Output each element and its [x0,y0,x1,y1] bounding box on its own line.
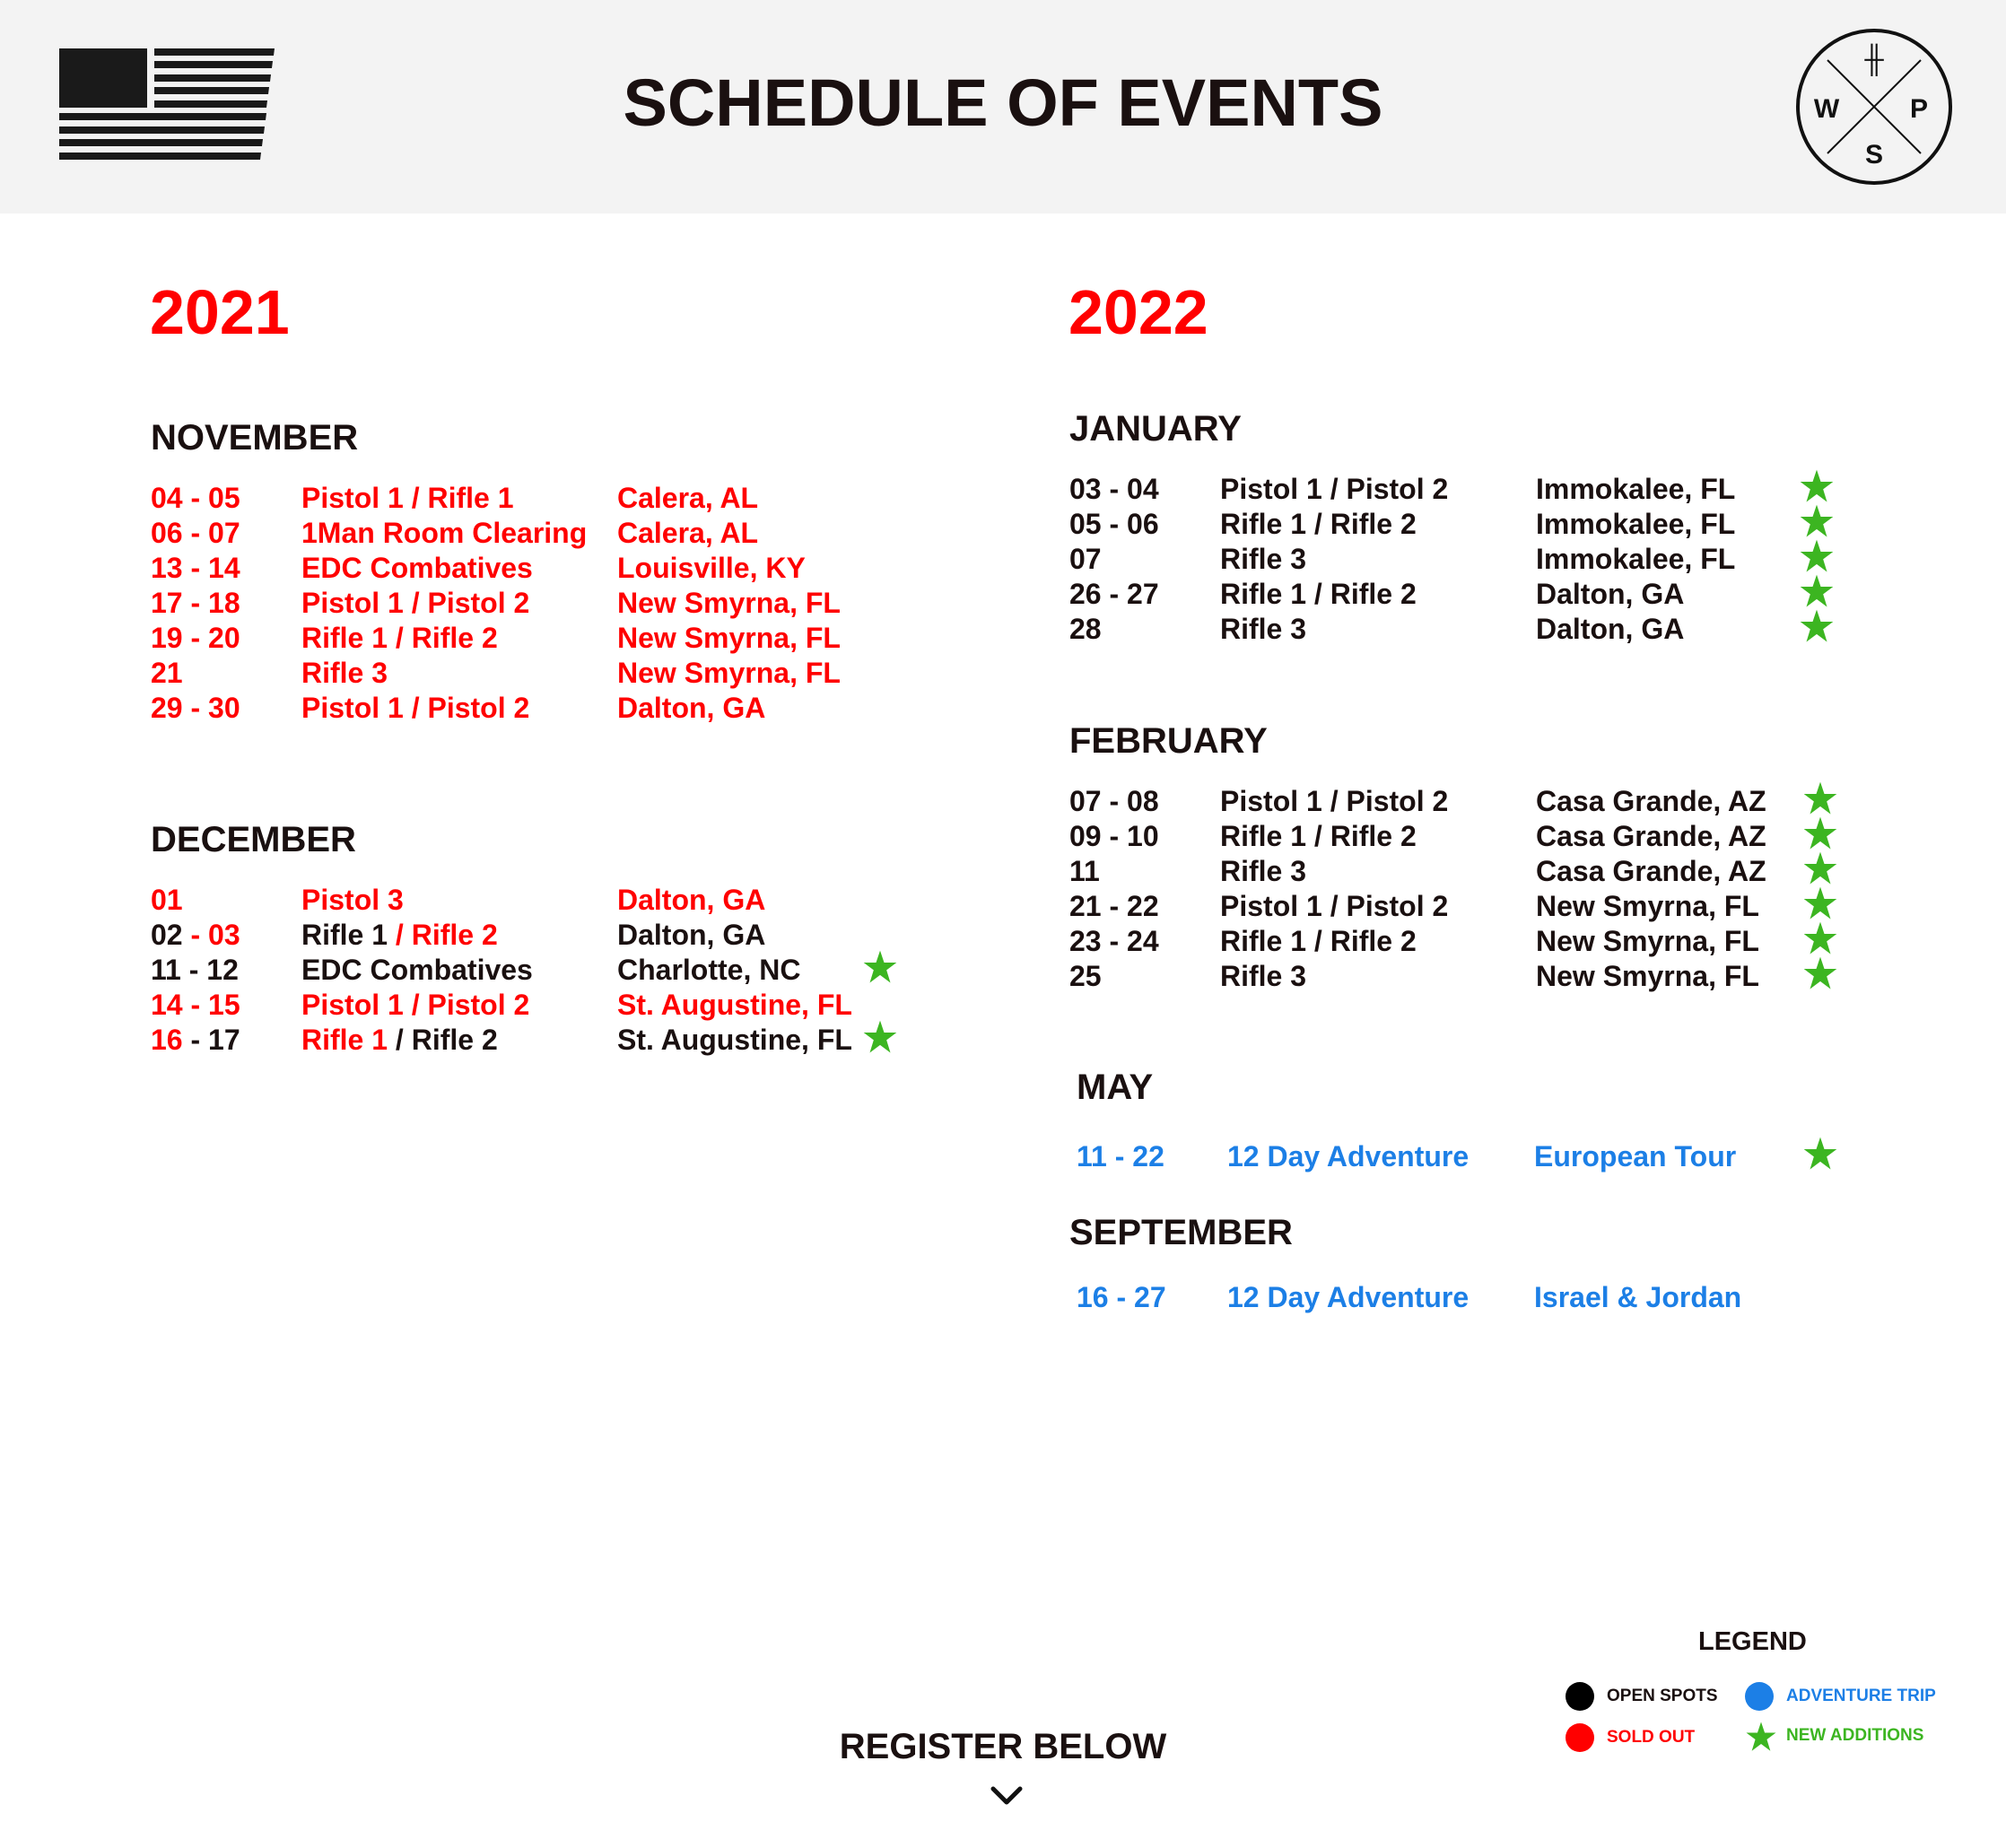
event-row [1069,924,1877,959]
event-dates: 23 - 24 [1069,925,1159,957]
event-dates: 11 - 12 [151,954,239,986]
event-row [151,883,958,918]
svg-text:P: P [1909,94,1929,124]
event-dates: 29 - 30 [151,692,240,724]
event-dates: 21 [151,657,183,689]
event-location: Dalton, GA [1536,613,1685,645]
event-row [1069,889,1877,924]
event-course: Pistol 1 / Rifle 1 [301,482,514,514]
event-location: Dalton, GA [617,919,766,951]
event-location: Calera, AL [617,482,759,514]
event-row [1069,612,1877,647]
event-location: New Smyrna, FL [617,657,841,689]
black-dot-icon [1566,1682,1594,1711]
event-location: New Smyrna, FL [1536,890,1759,922]
event-location: Immokalee, FL [1536,543,1736,575]
new-addition-star-icon [1799,573,1835,609]
new-addition-star-icon [1802,815,1838,851]
event-course: EDC Combatives [301,954,533,986]
event-row [151,988,958,1023]
event-row [1069,472,1877,507]
event-course: Rifle 3 [1220,960,1307,992]
blue-dot-icon [1745,1682,1774,1711]
event-dates: 21 - 22 [1069,890,1159,922]
event-dates: 11 - 22 [1077,1140,1164,1172]
event-row [151,953,958,988]
event-course: EDC Combatives [301,552,533,584]
event-location: Charlotte, NC [617,954,801,986]
event-row [151,918,958,953]
year-heading-2021: 2021 [150,277,290,347]
event-dates: 28 [1069,613,1102,645]
new-addition-star-icon [1802,780,1838,816]
event-row [1069,959,1877,994]
event-row [151,481,958,516]
event-dates: 14 - 15 [151,989,240,1021]
event-location: Immokalee, FL [1536,508,1736,540]
new-addition-star-icon [1799,608,1835,644]
event-row [151,1023,958,1058]
event-dates: 17 - 18 [151,587,240,619]
event-dates: 19 - 20 [151,622,240,654]
event-dates: 03 - 04 [1069,473,1159,505]
event-course: 12 Day Adventure [1227,1281,1470,1313]
month-heading-february: FEBRUARY [1069,721,1268,761]
event-dates: 05 - 06 [1069,508,1159,540]
event-course: Rifle 1 / Rifle 2 [301,1024,498,1056]
event-dates: 11 [1069,855,1100,887]
event-row [1077,1280,1884,1315]
event-location: New Smyrna, FL [617,587,841,619]
event-location: European Tour [1534,1140,1737,1172]
event-location: Dalton, GA [1536,578,1685,610]
event-course: Rifle 1 / Rifle 2 [1220,925,1417,957]
new-addition-star-icon [1802,920,1838,956]
event-dates: 09 - 10 [1069,820,1159,852]
new-addition-star-icon [1802,850,1838,886]
month-heading-january: JANUARY [1069,409,1242,449]
event-course: Rifle 1 / Rifle 2 [1220,578,1417,610]
event-course: Rifle 3 [1220,543,1307,575]
new-addition-star-icon [862,1019,898,1055]
event-row [151,691,958,726]
year-heading-2022: 2022 [1068,277,1208,347]
new-addition-star-icon [1802,1136,1838,1172]
new-addition-star-icon [1799,538,1835,574]
svg-text:S: S [1864,140,1884,170]
new-addition-star-icon [1799,503,1835,539]
event-course: 12 Day Adventure [1227,1140,1470,1172]
event-row [1069,542,1877,577]
event-course: Pistol 1 / Pistol 2 [1220,890,1449,922]
event-dates: 07 - 08 [1069,785,1159,817]
new-addition-star-icon [1802,885,1838,921]
event-dates: 13 - 14 [151,552,240,584]
event-row [1077,1139,1884,1174]
event-course: Rifle 1 / Rifle 2 [1220,820,1417,852]
event-course: Pistol 1 / Pistol 2 [301,989,530,1021]
event-location: New Smyrna, FL [1536,960,1759,992]
page-title: SCHEDULE OF EVENTS [623,65,1383,140]
month-heading-september: SEPTEMBER [1069,1213,1293,1252]
event-course: Pistol 1 / Pistol 2 [301,692,530,724]
event-dates: 02 - 03 [151,919,240,951]
event-row [1069,784,1877,819]
event-location: Israel & Jordan [1534,1281,1742,1313]
event-row [1069,577,1877,612]
event-course: Pistol 3 [301,884,404,916]
event-course: Rifle 3 [301,657,388,689]
event-course: Pistol 1 / Pistol 2 [1220,785,1449,817]
event-location: New Smyrna, FL [617,622,841,654]
register-below-label: REGISTER BELOW [839,1727,1167,1766]
event-location: Louisville, KY [617,552,806,584]
event-row [1069,507,1877,542]
event-row [151,586,958,621]
event-course: Pistol 1 / Pistol 2 [301,587,530,619]
event-location: Calera, AL [617,517,759,549]
month-heading-may: MAY [1077,1068,1154,1107]
event-location: Dalton, GA [617,692,766,724]
event-course: Rifle 1 / Rifle 2 [1220,508,1417,540]
new-addition-star-icon [1799,468,1835,504]
new-addition-star-icon [1802,955,1838,991]
event-dates: 16 - 17 [151,1024,240,1056]
wps-logo-icon [1794,27,1954,187]
event-row [151,656,958,691]
event-row [151,551,958,586]
event-location: Casa Grande, AZ [1536,785,1766,817]
svg-text:╫: ╫ [1864,45,1884,74]
event-course: 1Man Room Clearing [301,517,588,549]
event-course: Rifle 3 [1220,613,1307,645]
event-row [1069,854,1877,889]
event-row [1069,819,1877,854]
event-dates: 16 - 27 [1077,1281,1166,1313]
event-location: New Smyrna, FL [1536,925,1759,957]
event-course: Pistol 1 / Pistol 2 [1220,473,1449,505]
event-dates: 07 [1069,543,1102,575]
svg-text:W: W [1813,94,1840,124]
event-course: Rifle 1 / Rifle 2 [301,919,498,951]
event-course: Rifle 1 / Rifle 2 [301,622,498,654]
new-addition-star-icon [862,949,898,985]
month-heading-november: NOVEMBER [151,418,359,458]
event-dates: 26 - 27 [1069,578,1159,610]
event-row [151,621,958,656]
event-location: St. Augustine, FL [617,1024,852,1056]
month-heading-december: DECEMBER [151,820,356,859]
event-location: Immokalee, FL [1536,473,1736,505]
event-location: Dalton, GA [617,884,766,916]
event-location: Casa Grande, AZ [1536,820,1766,852]
event-dates: 06 - 07 [151,517,240,549]
event-dates: 04 - 05 [151,482,240,514]
event-location: Casa Grande, AZ [1536,855,1766,887]
event-row [151,516,958,551]
header-bar [0,0,2006,214]
chevron-down-icon[interactable] [990,1785,1023,1807]
event-course: Rifle 3 [1220,855,1307,887]
event-dates: 25 [1069,960,1102,992]
event-location: St. Augustine, FL [617,989,852,1021]
event-dates: 01 [151,884,183,916]
legend-title: LEGEND [1698,1627,1807,1656]
